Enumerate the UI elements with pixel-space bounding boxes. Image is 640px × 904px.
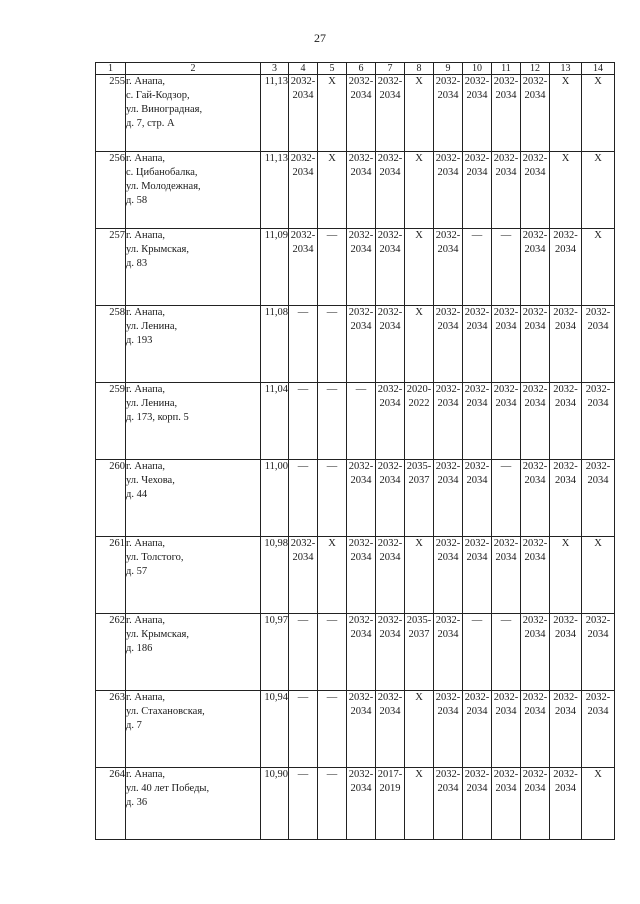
- period-cell: 2032- 2034: [434, 75, 463, 152]
- address-cell: г. Анапа, с. Цибанобалка, ул. Молодежная, д. 58: [126, 152, 261, 229]
- table-body: [96, 75, 615, 840]
- period-cell: 2032- 2034: [347, 306, 376, 383]
- column-header-6: 6: [347, 63, 376, 75]
- period-cell: 2032- 2034: [289, 537, 318, 614]
- period-cell: —: [492, 460, 521, 537]
- period-cell: 2035- 2037: [405, 460, 434, 537]
- period-cell: 2032- 2034: [289, 75, 318, 152]
- table-row: [96, 768, 615, 840]
- period-cell: 2032- 2034: [582, 383, 615, 460]
- period-cell: 2032- 2034: [434, 537, 463, 614]
- period-cell: —: [318, 768, 347, 840]
- period-cell: 2032- 2034: [521, 537, 550, 614]
- period-cell: 2032- 2034: [521, 460, 550, 537]
- table-row: [96, 537, 615, 614]
- column-header-5: 5: [318, 63, 347, 75]
- header-row: [96, 63, 615, 75]
- column-header-10: 10: [463, 63, 492, 75]
- period-cell: 2032- 2034: [434, 691, 463, 768]
- column-header-4: 4: [289, 63, 318, 75]
- column-header-3: 3: [261, 63, 289, 75]
- period-cell: 2032- 2034: [376, 306, 405, 383]
- period-cell: 2032- 2034: [463, 691, 492, 768]
- period-cell: —: [492, 229, 521, 306]
- period-cell: —: [289, 460, 318, 537]
- period-cell: 2032- 2034: [582, 460, 615, 537]
- period-cell: —: [318, 229, 347, 306]
- period-cell: 2032- 2034: [550, 691, 582, 768]
- column-header-14: 14: [582, 63, 615, 75]
- period-cell: 2032- 2034: [521, 75, 550, 152]
- period-cell: 2032- 2034: [434, 383, 463, 460]
- address-cell: г. Анапа, ул. Чехова, д. 44: [126, 460, 261, 537]
- period-cell: 2032- 2034: [492, 383, 521, 460]
- period-cell: 2032- 2034: [347, 152, 376, 229]
- period-cell: 2032- 2034: [434, 460, 463, 537]
- value-cell: 11,13: [261, 75, 289, 152]
- period-cell: X: [318, 75, 347, 152]
- period-cell: 2032- 2034: [550, 229, 582, 306]
- period-cell: 2032- 2034: [376, 691, 405, 768]
- period-cell: 2032- 2034: [463, 75, 492, 152]
- period-cell: 2032- 2034: [347, 537, 376, 614]
- row-number: 260: [96, 460, 126, 537]
- period-cell: 2032- 2034: [492, 152, 521, 229]
- period-cell: 2032- 2034: [347, 691, 376, 768]
- period-cell: 2032- 2034: [463, 768, 492, 840]
- period-cell: 2032- 2034: [376, 460, 405, 537]
- period-cell: 2032- 2034: [550, 614, 582, 691]
- period-cell: 2032- 2034: [582, 306, 615, 383]
- table-header: [96, 63, 615, 75]
- period-cell: —: [318, 383, 347, 460]
- address-cell: г. Анапа, ул. Ленина, д. 193: [126, 306, 261, 383]
- period-cell: X: [318, 537, 347, 614]
- period-cell: X: [318, 152, 347, 229]
- period-cell: 2032- 2034: [492, 75, 521, 152]
- period-cell: 2032- 2034: [582, 691, 615, 768]
- period-cell: 2032- 2034: [347, 614, 376, 691]
- period-cell: 2032- 2034: [289, 152, 318, 229]
- period-cell: 2032- 2034: [582, 614, 615, 691]
- period-cell: —: [318, 614, 347, 691]
- period-cell: 2032- 2034: [376, 152, 405, 229]
- row-number: 255: [96, 75, 126, 152]
- period-cell: 2032- 2034: [434, 229, 463, 306]
- period-cell: 2032- 2034: [289, 229, 318, 306]
- period-cell: —: [463, 614, 492, 691]
- period-cell: X: [582, 537, 615, 614]
- address-cell: г. Анапа, ул. Толстого, д. 57: [126, 537, 261, 614]
- table-row: [96, 614, 615, 691]
- row-number: 262: [96, 614, 126, 691]
- period-cell: 2032- 2034: [550, 383, 582, 460]
- period-cell: 2032- 2034: [434, 614, 463, 691]
- period-cell: 2032- 2034: [521, 152, 550, 229]
- period-cell: 2032- 2034: [492, 691, 521, 768]
- row-number: 258: [96, 306, 126, 383]
- value-cell: 11,04: [261, 383, 289, 460]
- value-cell: 11,00: [261, 460, 289, 537]
- period-cell: X: [405, 691, 434, 768]
- period-cell: 2032- 2034: [492, 306, 521, 383]
- period-cell: 2032- 2034: [347, 229, 376, 306]
- period-cell: 2032- 2034: [463, 152, 492, 229]
- period-cell: X: [550, 537, 582, 614]
- column-header-2: 2: [126, 63, 261, 75]
- period-cell: 2032- 2034: [376, 229, 405, 306]
- address-cell: г. Анапа, ул. Крымская, д. 83: [126, 229, 261, 306]
- column-header-1: 1: [96, 63, 126, 75]
- value-cell: 11,13: [261, 152, 289, 229]
- period-cell: —: [289, 383, 318, 460]
- period-cell: —: [492, 614, 521, 691]
- column-header-11: 11: [492, 63, 521, 75]
- value-cell: 10,90: [261, 768, 289, 840]
- period-cell: —: [318, 306, 347, 383]
- period-cell: 2032- 2034: [434, 306, 463, 383]
- period-cell: 2032- 2034: [550, 460, 582, 537]
- table-row: [96, 306, 615, 383]
- period-cell: 2035- 2037: [405, 614, 434, 691]
- period-cell: 2032- 2034: [376, 537, 405, 614]
- period-cell: 2032- 2034: [463, 306, 492, 383]
- period-cell: X: [405, 75, 434, 152]
- address-cell: г. Анапа, ул. Ленина, д. 173, корп. 5: [126, 383, 261, 460]
- period-cell: X: [405, 537, 434, 614]
- column-header-7: 7: [376, 63, 405, 75]
- row-number: 256: [96, 152, 126, 229]
- table-row: [96, 460, 615, 537]
- period-cell: 2032- 2034: [521, 306, 550, 383]
- column-header-8: 8: [405, 63, 434, 75]
- period-cell: X: [405, 768, 434, 840]
- period-cell: 2032- 2034: [521, 229, 550, 306]
- value-cell: 10,98: [261, 537, 289, 614]
- period-cell: —: [289, 614, 318, 691]
- page-number: 27: [314, 31, 326, 45]
- period-cell: X: [405, 306, 434, 383]
- table-row: [96, 75, 615, 152]
- value-cell: 11,08: [261, 306, 289, 383]
- table-row: [96, 152, 615, 229]
- value-cell: 10,97: [261, 614, 289, 691]
- address-cell: г. Анапа, ул. Стахановская, д. 7: [126, 691, 261, 768]
- period-cell: —: [463, 229, 492, 306]
- period-cell: —: [289, 691, 318, 768]
- row-number: 264: [96, 768, 126, 840]
- period-cell: 2032- 2034: [463, 537, 492, 614]
- row-number: 261: [96, 537, 126, 614]
- period-cell: 2032- 2034: [550, 768, 582, 840]
- period-cell: 2032- 2034: [347, 460, 376, 537]
- row-number: 259: [96, 383, 126, 460]
- table-row: [96, 229, 615, 306]
- row-number: 263: [96, 691, 126, 768]
- period-cell: 2032- 2034: [492, 537, 521, 614]
- address-cell: г. Анапа, ул. Крымская, д. 186: [126, 614, 261, 691]
- period-cell: 2032- 2034: [434, 768, 463, 840]
- address-cell: г. Анапа, ул. 40 лет Победы, д. 36: [126, 768, 261, 840]
- period-cell: X: [550, 75, 582, 152]
- value-cell: 10,94: [261, 691, 289, 768]
- period-cell: X: [582, 768, 615, 840]
- table-row: [96, 383, 615, 460]
- column-header-13: 13: [550, 63, 582, 75]
- registry-table: [95, 62, 615, 840]
- column-header-9: 9: [434, 63, 463, 75]
- period-cell: —: [289, 768, 318, 840]
- column-header-12: 12: [521, 63, 550, 75]
- period-cell: —: [318, 691, 347, 768]
- period-cell: 2032- 2034: [463, 383, 492, 460]
- period-cell: 2032- 2034: [434, 152, 463, 229]
- period-cell: 2032- 2034: [376, 383, 405, 460]
- period-cell: 2017- 2019: [376, 768, 405, 840]
- period-cell: 2032- 2034: [521, 691, 550, 768]
- period-cell: 2032- 2034: [376, 614, 405, 691]
- address-cell: г. Анапа, с. Гай-Кодзор, ул. Виноградная, д. 7, стр. А: [126, 75, 261, 152]
- period-cell: 2032- 2034: [347, 75, 376, 152]
- period-cell: 2032- 2034: [463, 460, 492, 537]
- period-cell: 2032- 2034: [492, 768, 521, 840]
- period-cell: 2032- 2034: [521, 383, 550, 460]
- period-cell: 2032- 2034: [347, 768, 376, 840]
- period-cell: —: [318, 460, 347, 537]
- period-cell: 2032- 2034: [376, 75, 405, 152]
- period-cell: —: [347, 383, 376, 460]
- table-row: [96, 691, 615, 768]
- value-cell: 11,09: [261, 229, 289, 306]
- period-cell: 2032- 2034: [521, 614, 550, 691]
- row-number: 257: [96, 229, 126, 306]
- period-cell: 2032- 2034: [521, 768, 550, 840]
- period-cell: X: [405, 152, 434, 229]
- period-cell: X: [582, 229, 615, 306]
- period-cell: X: [550, 152, 582, 229]
- period-cell: 2032- 2034: [550, 306, 582, 383]
- period-cell: X: [582, 152, 615, 229]
- period-cell: X: [405, 229, 434, 306]
- period-cell: X: [582, 75, 615, 152]
- period-cell: 2020- 2022: [405, 383, 434, 460]
- period-cell: —: [289, 306, 318, 383]
